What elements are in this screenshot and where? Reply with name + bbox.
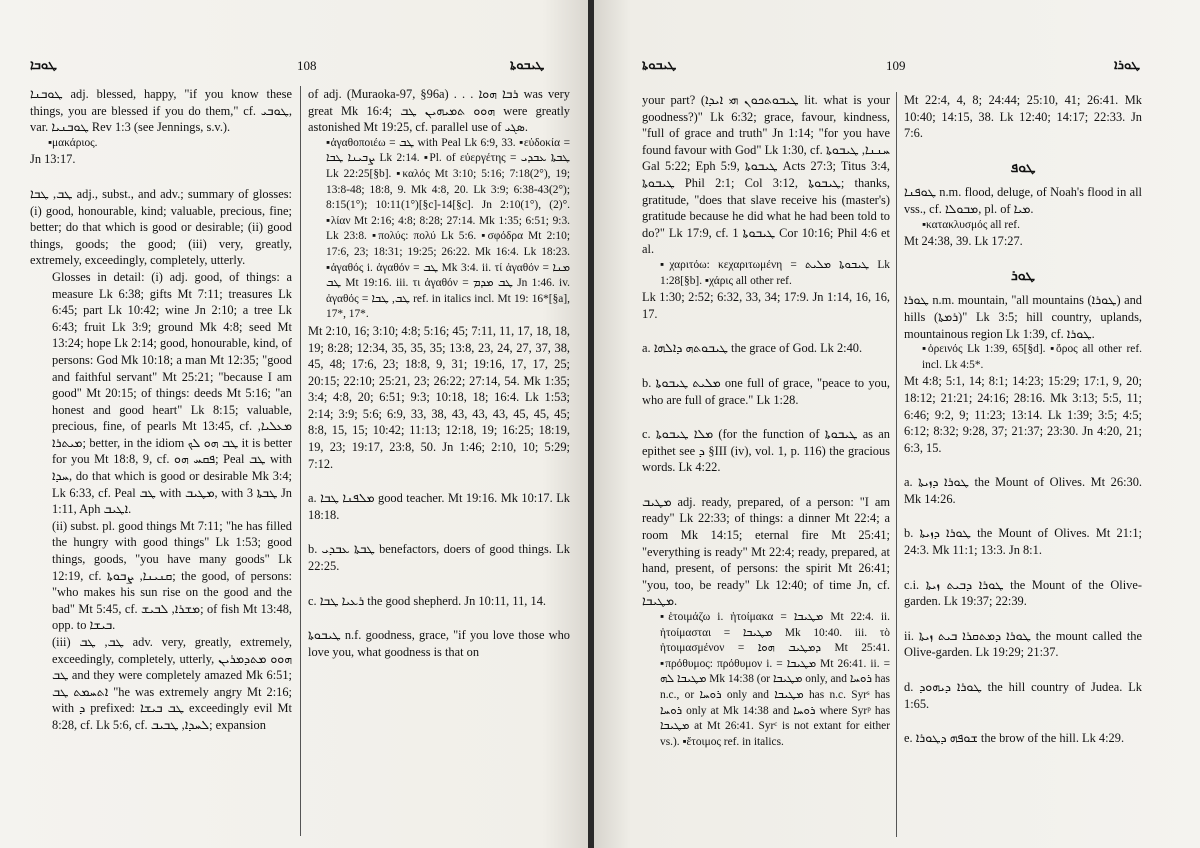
entry-paragraph: (ii) subst. pl. good things Mt 7:11; "he has filled the hungry with good things" Lk 1:53; good things, goods, "you have many goods" Lk 12:19, cf. ܩܢܝܢܐ, ܨܒܘܬܐ; the good, of persons: "who makes his sun rise on the good and the bad" Mt 5:45, cf. ܡܫܪܐ, ܠܒܝܫ; of fish Mt 13:48, opp. to ܒܝܫܐ. bbox=[52, 518, 292, 633]
reference-list: Mt 2:10, 16; 3:10; 4:8; 5:16; 45; 7:11, 11, 17, 18, 18, 19; 8:28; 12:34, 35, 35, 35; 13:8, 23, 24, 27, 37, 38, 45, 48; 17:6, 23; 18:8, 9, 31; 19:16, 17, 17, 25; 20:15; 22:10; 25:21, 23; 26:22; 27:14, 54. Mk 1:35; 3:4; 4:8, 20; 6:51; 9:3; 10:18, 18; 16:4. Lk 1:53; 2:14; 3:9; 5:6; 6:9, 33, 38, 43, 43, 43, 45, 45, 45; 8:8, 15, 15; 10:42; 11:13; 12:18, 19; 16:25; 18:19, 19, 23; 19:17, 23:8, 50. Jn 1:46; 2:10, 10; 5:29; 7:12. bbox=[308, 323, 570, 471]
reference-list: Mt 22:4, 4, 8; 24:44; 25:10, 41; 26:41. Mk 10:40; 14:15, 38. Lk 12:40; 14:17; 22:33. Jn 7:6. bbox=[904, 93, 1142, 141]
page-number: 108 bbox=[297, 58, 317, 73]
sub-entry: d. ܛܘܪܐ ܕܝܗܘܕ the hill country of Judea. Lk 1:65. bbox=[904, 680, 1142, 711]
left-page-column-2 bbox=[308, 86, 570, 660]
root-heading: ܛܘܦ bbox=[1010, 159, 1036, 176]
entry-paragraph: of adj. (Muraoka-97, §96a) . . . ܪܒܐ ܗܘܐ was very great Mk 16:4; ܗܘܘ ܬܡܝܗܝܢ ܛܒ were greatly astonished Mt 19:25, cf. parallel use of ܣܓܝ. bbox=[308, 87, 571, 135]
right-page-column-2 bbox=[904, 92, 1142, 747]
column-divider bbox=[300, 86, 301, 836]
sub-entry: a. ܡܠܦܢܐ ܛܒܐ good teacher. Mt 19:16. Mk 10:17. Lk 18:18. bbox=[308, 491, 570, 522]
running-head-right: ܛܝܒܘܬܐ bbox=[510, 58, 545, 73]
greek-equivalent: ▪κατακλυσμός all ref. bbox=[922, 218, 1020, 231]
running-head-right: ܛܘܪܐ bbox=[1114, 58, 1141, 73]
sub-entry: b. ܛܘܪܐ ܕܙܝܬܐ the Mount of Olives. Mt 21:1; 24:3. Mk 11:1; 13:3. Jn 8:1. bbox=[904, 526, 1142, 558]
entry-paragraph: ܛܝܒܘܬܐ n.f. goodness, grace, "if you love those who love you, what goodness is that on bbox=[308, 628, 570, 659]
greek-equivalent: ▪ἑτοιμάζω i. ἡτοίμακα = ܡܛܝܒܐ Mt 22:4. ii. ἡτοίμασται = ܡܛܝܒܐ Mk 10:40. iii. τὸ ἡτοιμασμένον = ܕܡܛܝܒ ܗܘܐ Mt 25:41. ▪πρόθυμος: πρόθυμον i. = ܡܛܝܒܐ Mt 26:41. ii. = ܡܛܝܒܐ ܠܗ Mk 14:38 (or ܡܛܝܒܐ only, and ܪܘܚܐ has n.c., or ܪܘܚܐ only and ܡܛܝܒܐ has n.c. Syrˢ has ܪܘܚܐ only at Mk 14:38 and ܪܘܚܐ where Syrᵖ has ܡܛܝܒܐ at Mt 26:41. Syrᶜ is not extant for either vs.). ▪ἕτοιμος ref. in italics. bbox=[660, 611, 891, 748]
sub-entry: c.i. ܛܘܪܐ ܕܒܝܬ ܙܝܬܐ the Mount of the Olive-garden. Lk 19:37; 22:39. bbox=[904, 577, 1142, 609]
entry-paragraph: ܛܒ, ܛܒܐ adj., subst., and adv.; summary of glosses: (i) good, honourable, kind; valuable, precious, fine; better; do that which is good or desirable; (ii) good things, goods; the good; (iii) very, greatly, extremely, exceedingly, completely, utterly. bbox=[30, 186, 292, 268]
entry-paragraph: ܛܘܪܐ n.m. mountain, "all mountains (ܛܘܪܐ) and hills (ܪܡܬܐ)" Lk 3:5; hill country, uplands, mountainous region Lk 1:39, cf. ܛܘܪܐ. bbox=[904, 293, 1142, 341]
greek-equivalent: ▪μακάριος. bbox=[48, 136, 98, 149]
sub-entry: c. ܪܥܝܐ ܛܒܐ the good shepherd. Jn 10:11, 11, 14. bbox=[308, 593, 546, 608]
left-page bbox=[0, 0, 590, 848]
greek-equivalent: ▪ὀρεινός Lk 1:39, 65[§d]. ▪ὄρος all other ref. incl. Lk 4:5*. bbox=[922, 343, 1142, 371]
running-head-left: ܛܘܒܐ bbox=[30, 58, 57, 73]
entry-paragraph: ܛܘܦܢܐ n.m. flood, deluge, of Noah's flood in all vss., cf. ܡܒܘܠܐ, pl. of ܡܝܐ. bbox=[904, 185, 1142, 216]
sub-entry: a. ܛܝܒܘܬܗ ܕܐܠܗܐ the grace of God. Lk 2:40. bbox=[642, 341, 863, 356]
running-head-left: ܛܝܒܘܬܐ bbox=[642, 58, 677, 73]
left-page-column-1 bbox=[30, 86, 292, 734]
entry-paragraph: your part? (ܛܝܒܘܬܟܘܢ ܗܝ ܐܝܕܐ lit. what is your goodness?)" Lk 6:32; grace, favour, kindness, "full of grace and truth" Jn 1:14; "for you have found favour with God" Lk 1:30, cf. ܚܢܢܐ, ܛܝܒܘܬܐ Gal 5:22; Eph 5:9, ܛܝܒܘܬܐ Acts 27:3; Titus 3:4, ܛܝܒܘܬܐ Phil 2:1; Col 3:12, ܛܝܒܘܬܐ; thanks, gratitude, "does that slave receive his (master's) gratitude because he did what he had been told to do?" Lk 17:9, cf. ܛܝܒܘܬܐ 1 Cor 10:16; Phil 4:6 et al. bbox=[642, 93, 891, 257]
entry-paragraph: Glosses in detail: (i) adj. good, of things: a measure Lk 6:38; gifts Mt 7:11; treasures Lk 6:45; part Lk 10:42; wine Jn 2:10; a tree Lk 6:43; fruit Lk 3:9; ground Mk 4:8; seed Mt 13:24; hope Lk 2:14; good, honourable, kind, of persons: God Mk 10:18; a man Mt 12:35; "good and faithful servant" Mt 25:21; "because I am good" Mt 20:15; of things: deeds Mt 5:16; "an honest and good heart" Lk 8:15; valuable, precious, fine, of pearls Mt 13:45, cf. ܡܥܠܝܐ, ܡܝܬܪܐ; better, in the idiom ܛܒ ܗܘ ܠܟ it is better for you Mt 18:8, 9, cf. ܦܩܚ ܗܘ; Peal ܛܒ with ܚܕܐ, do that which is good or desirable Mk 3:4; Lk 6:33, cf. Peal ܛܒ with ܡܛܝܒ, with ܛܒܬܐ 3 Jn 1:11, Aph ܐܛܝܒ. bbox=[52, 269, 292, 517]
right-page-column-1 bbox=[642, 92, 890, 750]
greek-equivalent: ▪ἀγαθοποιέω = ܛܒ with Peal Lk 6:9, 33. ▪εὐδοκία = ܨܒܝܢܐ ܛܒܐ Lk 2:14. ▪Pl. of εὐεργέτης = ܛܒܬܐ ܥܒܕܝ Lk 22:25[§b]. ▪καλός Mt 3:10; 5:16; 7:18(2°), 19; 13:8-48; 18:8, 9. Mk 4:8, 20. Lk 3:9; 6:38-43(2°); 8:15(1°); 10:11(1°)[§c]-14[§c]. Jn 2:10(1°), (2)°. ▪λίαν Mt 2:16; 4:8; 8:28; 27:14. Mk 1:35; 6:51; 9:3. Lk 23:8. ▪πολύς: πολύ Lk 5:6. ▪σφόδρα Mt 2:10; 17:6, 23; 18:31; 19:25; 26:22. Mk 16:4. Lk 18:23. ▪ἀγαθός i. ἀγαθόν = ܛܒ Mk 3:4. ii. τί ἀγαθόν = ܡܢܐ ܛܒ Mt 19:16. iii. τι ἀγαθόν = ܛܒ ܡܕܡ Jn 1:46. iv. ἀγαθός = ܛܒ, ܛܒܐ ref. in italics incl. Mt 19: 16*[§a], 17*, 17*. bbox=[326, 136, 570, 321]
right-page bbox=[594, 0, 1200, 848]
page-number: 109 bbox=[886, 58, 906, 73]
sub-entry: e. ܫܘܦܗ ܕܛܘܪܐ the brow of the hill. Lk 4:29. bbox=[904, 731, 1125, 746]
reference-list: Mt 4:8; 5:1, 14; 8:1; 14:23; 15:29; 17:1, 9, 20; 18:12; 21:21; 24:16; 28:16. Mk 3:13; 5:5, 11; 6:46; 9:2, 9; 11:23; 13:14. Lk 1:39; 3:5; 4:5; 6:12; 8:32; 9:28, 37; 21:37; 23:30. Jn 4:20, 21; 6:3, 15. bbox=[904, 374, 1142, 455]
sub-entry: b. ܛܒܬܐ ܥܒܕܝ benefactors, doers of good things. Lk 22:25. bbox=[308, 542, 570, 574]
entry-paragraph: ܛܘܒܢܐ adj. blessed, happy, "if you know these things, you are blessed if you do them," cf. ܛܘܒܝ, var. ܛܘܒܢܝܐ Rev 1:3 (see Jennings, s.v.). bbox=[30, 87, 292, 135]
entry-paragraph: (iii) ܛܒ, ܛܒ adv. very, greatly, extremely, exceedingly, completely, utterly, ܗܘܘ ܡܬܕܡܪܝܢ ܛܒ and they were completely amazed Mk 6:51; ܐܬܚܡܬ ܛܒ "he was extremely angry Mt 2:16; with ܕ prefixed: ܛܒ ܒܝܫܐ exceedingly evil Mt 8:28, cf. Lk 5:6, cf. ܠܚܕܐ, ܛܒܝܒ; expansion bbox=[52, 635, 292, 732]
root-heading: ܛܘܪ bbox=[1010, 267, 1036, 284]
greek-equivalent: ▪χαριτόω: κεχαριτωμένη = ܛܝܒܘܬܐ ܡܠܝܬ Lk 1:28[§b]. ▪χάρις all other ref. bbox=[660, 258, 890, 287]
sub-entry: ii. ܛܘܪܐ ܕܡܬܩܪܐ ܒܝܬ ܙܝܬܐ the mount called the Olive-garden. Lk 19:29; 21:37. bbox=[904, 628, 1142, 660]
column-divider bbox=[896, 92, 897, 837]
entry-paragraph: ܡܛܝܒ adj. ready, prepared, of a person: "I am ready" Lk 22:33; of things: a dinner Mt 22:4; a room Mk 14:15; eternal fire Mt 25:41; "everything is ready" Mt 22:4; ready, prepared, at hand, present, of persons: the spirit Mt 26:41; "you, too, be ready" Lk 12:40; of time Jn, cf. ܡܛܝܒܐ. bbox=[642, 494, 890, 609]
reference-list: Lk 1:30; 2:52; 6:32, 33, 34; 17:9. Jn 1:14, 16, 16, 17. bbox=[642, 290, 890, 321]
sub-entry: c. ܡܠܐ ܛܝܒܘܬܐ (for the function of ܛܝܒܘܬܐ as an epithet see ܕ §III (iv), vol. 1, p. 116) the gracious words. Lk 4:22. bbox=[642, 427, 890, 475]
sub-entry: b. ܡܠܝܬ ܛܝܒܘܬܐ one full of grace, "peace to you, who are full of grace." Lk 1:28. bbox=[642, 375, 891, 407]
reference-list: Jn 13:17. bbox=[30, 152, 76, 167]
sub-entry: a. ܛܘܪܐ ܕܙܝܬܐ the Mount of Olives. Mt 26:30. Mk 14:26. bbox=[904, 475, 1142, 506]
reference-list: Mt 24:38, 39. Lk 17:27. bbox=[904, 234, 1023, 249]
